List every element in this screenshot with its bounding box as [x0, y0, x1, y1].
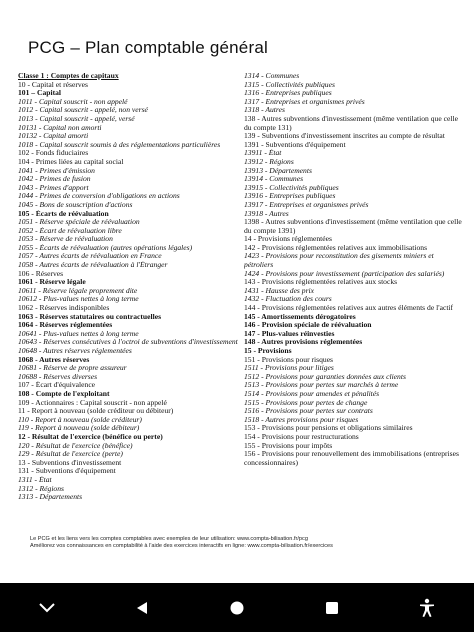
account-entry: 1057 - Autres écarts de réévaluation en France [18, 252, 162, 261]
page-title: PCG – Plan comptable général [28, 38, 268, 57]
account-entry: 104 - Primes liées au capital social [18, 157, 124, 166]
home-button[interactable] [217, 588, 257, 628]
account-entry: 153 - Provisions pour pensions et obligations similaires [244, 424, 413, 433]
account-entry: 1424 - Provisions pour investissement (participation des salariés) [244, 269, 445, 278]
account-entry: 1041 - Primes d'émission [18, 166, 95, 175]
account-entry: 10648 - Autres réserves réglementées [18, 347, 132, 355]
account-entry: 13918 - Autres [244, 209, 289, 218]
account-entry: 1431 - Hausse des prix [244, 286, 315, 295]
account-entry: 1058 - Autres écarts de réévaluation à l'Étranger [18, 261, 168, 270]
account-entry: 10681 - Réserve de propre assureur [18, 364, 127, 373]
account-entry: 1012 - Capital souscrit - appelé, non versé [18, 106, 148, 115]
account-entry: 1312 - Régions [18, 484, 64, 493]
account-entry: 1051 - Réserve spéciale de réévaluation [18, 218, 140, 227]
account-entry: 147 - Plus-values réinvesties [244, 329, 335, 338]
account-entry: 1053 - Réserve de réévaluation [18, 235, 113, 244]
hide-keyboard-button[interactable] [27, 588, 67, 628]
account-entry: 1513 - Provisions pour pertes sur marchés à terme [244, 381, 399, 390]
left-column [18, 72, 240, 502]
account-entry: 144 - Provisions réglementées relatives aux autres éléments de l'actif [244, 304, 454, 313]
account-entry: Classe 1 : Comptes de capitaux [18, 72, 119, 80]
account-entry: 110 - Report à nouveau (solde créditeur) [18, 415, 142, 424]
account-entry: 109 - Actionnaires : Capital souscrit - non appelé [18, 398, 167, 407]
account-entry: 13915 - Collectivités publiques [244, 183, 339, 192]
account-entry: 1518 - Autres provisions pour risques [244, 415, 359, 424]
account-entry: 155 - Provisions pour impôts [244, 441, 333, 450]
account-entry: 1515 - Provisions pour pertes de change [244, 398, 368, 407]
account-entry: 1423 - Provisions pour reconstitution des gisements miniers et pétroliers [244, 252, 434, 270]
account-entry: 13917 - Entreprises et organismes privés [244, 200, 369, 209]
account-entry: 1055 - Écarts de réévaluation (autres opérations légales) [18, 243, 193, 252]
account-entry: 11 - Report à nouveau (solde créditeur ou débiteur) [18, 407, 174, 416]
accessibility-button[interactable] [407, 588, 447, 628]
account-entry: 10612 - Plus-values nettes à long terme [18, 295, 139, 304]
account-entry: 1511 - Provisions pour litiges [244, 364, 334, 373]
account-entry: 142 - Provisions réglementées relatives aux immobilisations [244, 243, 428, 252]
account-entry: 1045 - Bons de souscription d'actions [18, 200, 133, 209]
account-entry: 1042 - Primes de fusion [18, 175, 91, 184]
account-entry: 14 - Provisions réglementées [244, 235, 332, 244]
account-entry: 143 - Provisions réglementées relatives aux stocks [244, 278, 398, 287]
navigation-bar [0, 583, 474, 632]
account-entry: 1013 - Capital souscrit - appelé, versé [18, 114, 135, 123]
account-entry: 1318 - Autres [244, 106, 285, 115]
account-entry: 1052 - Écart de réévaluation libre [18, 226, 122, 235]
account-entry: 108 - Compte de l'exploitant [18, 389, 110, 398]
account-entry: 15 - Provisions [244, 347, 292, 355]
account-entry: 13912 - Régions [244, 157, 294, 166]
account-entry: 13913 - Départements [244, 166, 312, 175]
account-entry: 107 - Écart d'équivalence [18, 381, 96, 390]
back-button[interactable] [122, 588, 162, 628]
account-entry: 138 - Autres subventions d'investissement (même ventilation que celle du compte 131) [244, 114, 458, 132]
account-entry: 102 - Fonds fiduciaires [18, 149, 89, 158]
account-entry: 146 - Provision spéciale de réévaluation [244, 321, 372, 330]
account-entry: 1063 - Réserves statutaires ou contractuelles [18, 312, 162, 321]
account-entry: 1316 - Entreprises publiques [244, 89, 332, 98]
account-entry: 10 - Capital et réserves [18, 80, 89, 89]
account-entry: 119 - Report à nouveau (solde débiteur) [18, 424, 140, 433]
account-entry: 1018 - Capital souscrit soumis à des réglementations particulières [18, 140, 221, 149]
account-entry: 120 - Résultat de l'exercice (bénéfice) [18, 441, 133, 450]
recents-icon [324, 600, 340, 616]
account-entry: 1398 - Autres subventions d'investissement (même ventilation que celle du compte 1391) [244, 218, 462, 235]
account-entry: 1314 - Communes [244, 72, 300, 80]
footer-note [30, 536, 460, 550]
account-entry: 148 - Autres provisions réglementées [244, 338, 363, 347]
recents-button[interactable] [312, 588, 352, 628]
account-entry: 105 - Écarts de réévaluation [18, 209, 109, 218]
account-entry: 10131 - Capital non amorti [18, 123, 102, 132]
account-entry: 10611 - Réserve légale proprement dite [18, 286, 138, 295]
back-icon [134, 600, 150, 616]
account-entry: 1315 - Collectivités publiques [244, 80, 335, 89]
account-entry: 10132 - Capital amorti [18, 132, 89, 141]
footer-line: Le PCG et les liens vers les comptes comptables avec exemples de leur utilisation: www.compta-bilisation.fr/pcg [30, 536, 308, 542]
account-entry: 1068 - Autres réserves [18, 355, 90, 364]
account-entry: 13914 - Communes [244, 175, 304, 184]
account-entry: 129 - Résultat de l'exercice (perte) [18, 450, 123, 459]
account-entry: 1391 - Subventions d'équipement [244, 140, 346, 149]
account-entry: 13 - Subventions d'investissement [18, 458, 122, 467]
account-entry: 1011 - Capital souscrit - non appelé [18, 97, 128, 106]
account-entry: 1516 - Provisions pour pertes sur contrats [244, 407, 373, 416]
accessibility-icon [418, 598, 436, 618]
footer-line: Améliorez vos connaissances en comptabilité à l'aide des exercices interactifs en ligne: www.compta-bilisation.fr/exercices [30, 543, 333, 549]
account-entry: 154 - Provisions pour restructurations [244, 432, 359, 441]
account-entry: 1044 - Primes de conversion d'obligations en actions [18, 192, 180, 201]
account-entry: 145 - Amortissements dérogatoires [244, 312, 356, 321]
chevron-down-icon [38, 602, 56, 614]
account-entry: 1317 - Entreprises et organismes privés [244, 97, 365, 106]
account-entry: 139 - Subventions d'investissement inscrites au compte de résultat [244, 132, 445, 141]
account-entry: 106 - Réserves [18, 269, 64, 278]
account-entry: 1432 - Fluctuation des cours [244, 295, 332, 304]
home-icon [229, 600, 245, 616]
account-entry: 13916 - Entreprises publiques [244, 192, 336, 201]
account-entry: 1062 - Réserves indisponibles [18, 304, 110, 313]
account-entry: 13911 - État [244, 149, 282, 158]
account-entry: 10643 - Réserves consécutives à l'octroi de subventions d'investissement [18, 338, 238, 347]
account-entry: 10641 - Plus-values nettes à long terme [18, 329, 139, 338]
account-entry: 1043 - Primes d'apport [18, 183, 89, 192]
account-entry: 1313 - Départements [18, 493, 83, 502]
account-entry: 1512 - Provisions pour garanties données aux clients [244, 372, 406, 381]
account-entry: 131 - Subventions d'équipement [18, 467, 116, 476]
account-entry: 1061 - Réserve légale [18, 278, 86, 287]
account-entry: 156 - Provisions pour renouvellement des immobilisations (entreprises concessionnaires) [244, 450, 459, 467]
account-entry: 1064 - Réserves réglementées [18, 321, 113, 330]
account-entry: 1311 - État [18, 475, 52, 484]
account-entry: 101 – Capital [18, 89, 62, 98]
account-entry: 151 - Provisions pour risques [244, 355, 334, 364]
account-entry: 12 - Résultat de l'exercice (bénéfice ou perte) [18, 432, 163, 441]
account-entry: 1514 - Provisions pour amendes et pénalités [244, 389, 380, 398]
account-entry: 10688 - Réserves diverses [18, 372, 98, 381]
right-column [244, 72, 462, 467]
